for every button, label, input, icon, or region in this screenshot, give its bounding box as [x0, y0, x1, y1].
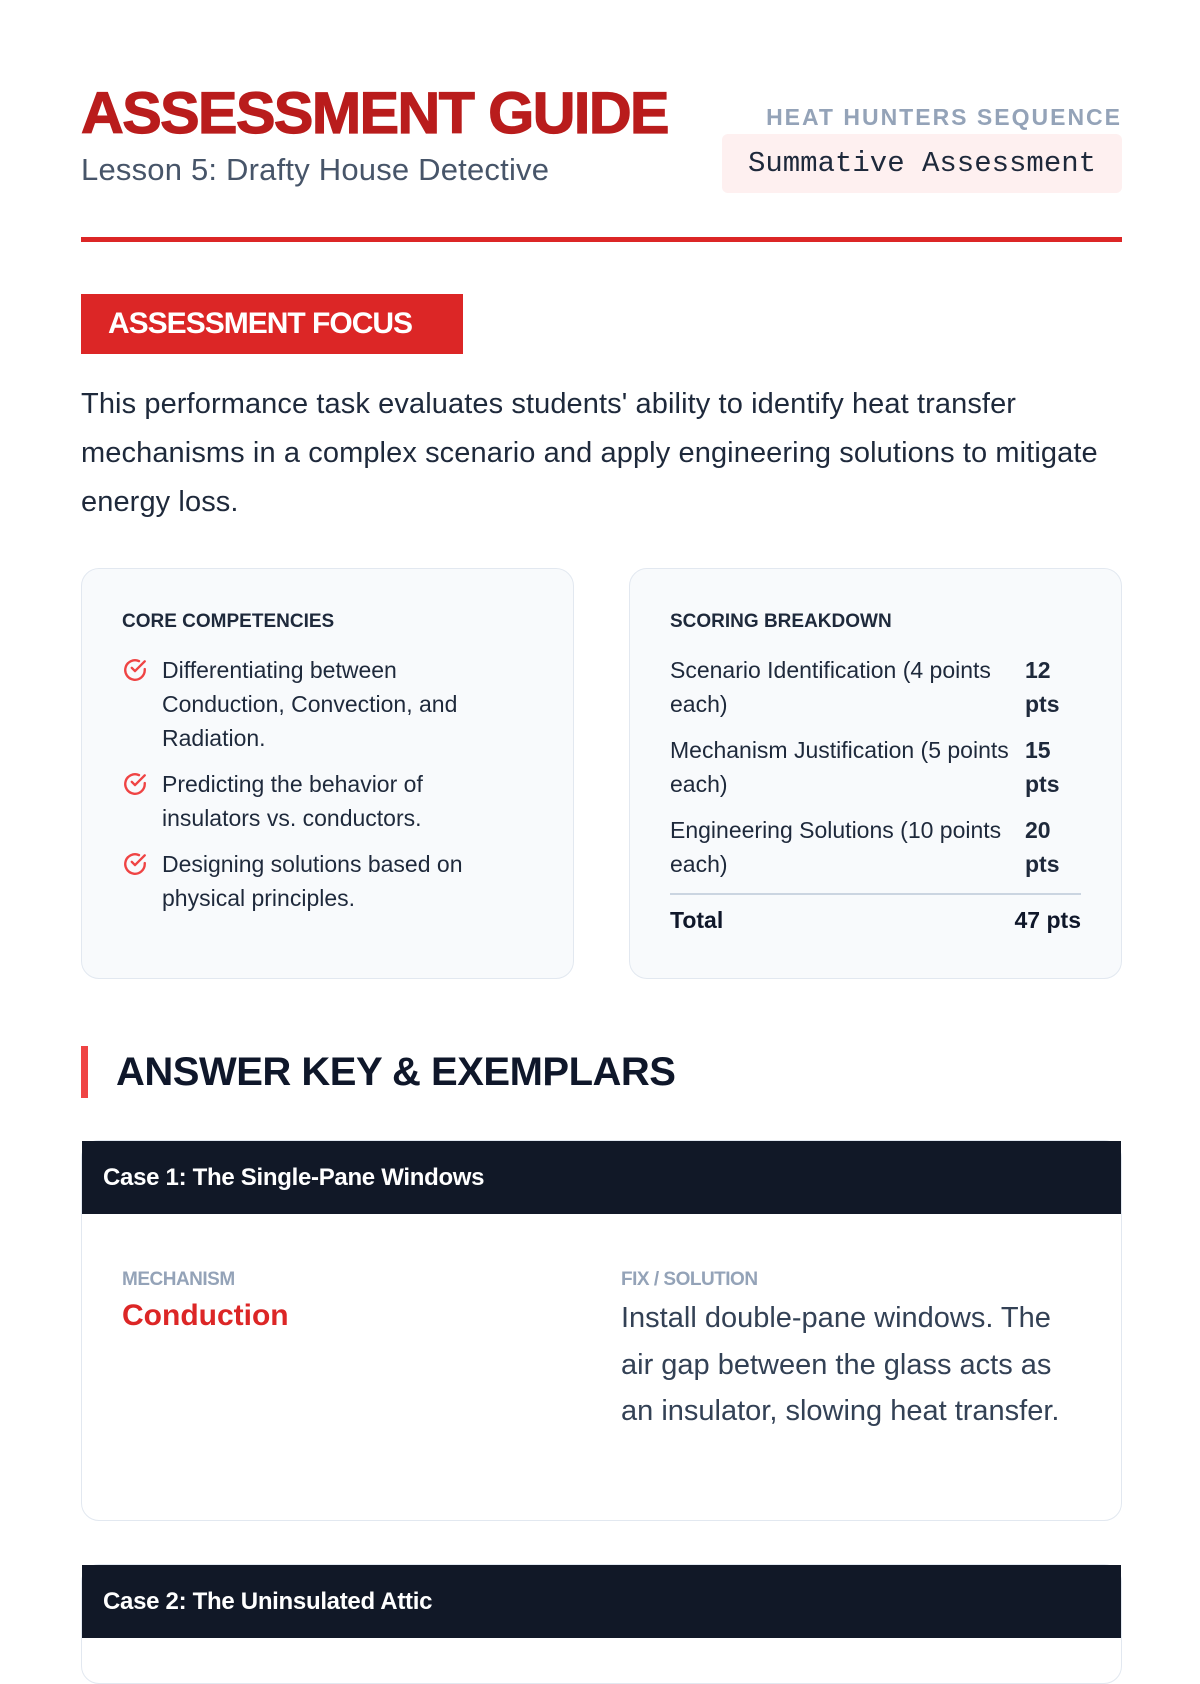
competency-item — [122, 767, 533, 835]
core-competencies-card — [81, 568, 574, 979]
core-competencies-title: CORE COMPETENCIES — [122, 611, 335, 632]
competency-item — [122, 653, 533, 755]
page-header — [81, 0, 1122, 242]
case-title: Case 2: The Uninsulated Attic — [82, 1565, 1121, 1638]
score-value: 15 pts — [1025, 737, 1060, 797]
score-label: Mechanism Justification (5 points each) — [670, 737, 1009, 797]
assessment-type-badge: Summative Assessment — [722, 134, 1122, 193]
page-title: ASSESSMENT GUIDE — [81, 81, 668, 146]
answer-key-heading: ANSWER KEY & EXEMPLARS — [81, 1046, 675, 1098]
case-card — [81, 1140, 1122, 1521]
fix-value: Install double-pane windows. The air gap between the glass acts as an insulator, slowing heat transfer. — [621, 1302, 1060, 1427]
score-value: 20 pts — [1025, 817, 1060, 877]
score-row — [670, 653, 1081, 721]
lesson-subtitle: Lesson 5: Drafty House Detective — [81, 152, 550, 187]
scoring-breakdown-title: SCORING BREAKDOWN — [670, 611, 892, 632]
competency-item — [122, 847, 533, 915]
case-title: Case 1: The Single-Pane Windows — [82, 1141, 1121, 1214]
scoring-breakdown-card — [629, 568, 1122, 979]
mechanism-label: MECHANISM — [122, 1269, 235, 1290]
score-row — [670, 733, 1081, 801]
assessment-guide-page — [81, 0, 1122, 1615]
competency-text: Differentiating between Conduction, Convection, and Radiation. — [162, 657, 458, 751]
case-body — [82, 1214, 1121, 1522]
score-label: Engineering Solutions (10 points each) — [670, 817, 1002, 877]
score-row — [670, 813, 1081, 881]
check-circle-icon — [122, 657, 148, 683]
check-circle-icon — [122, 771, 148, 797]
competency-text: Predicting the behavior of insulators vs. conductors. — [162, 771, 423, 831]
score-total-row — [670, 903, 1081, 937]
total-value: 47 pts — [1014, 907, 1081, 933]
assessment-focus-badge: ASSESSMENT FOCUS — [81, 294, 463, 354]
score-label: Scenario Identification (4 points each) — [670, 657, 991, 717]
score-divider — [670, 893, 1081, 895]
total-label: Total — [670, 907, 724, 933]
score-value: 12 pts — [1025, 657, 1060, 717]
competency-text: Designing solutions based on physical principles. — [162, 851, 463, 911]
series-label: HEAT HUNTERS SEQUENCE — [766, 104, 1122, 130]
case-card — [81, 1564, 1122, 1684]
check-circle-icon — [122, 851, 148, 877]
fix-label: FIX / SOLUTION — [621, 1269, 758, 1290]
mechanism-value: Conduction — [122, 1299, 289, 1332]
assessment-focus-text: This performance task evaluates students' ability to identify heat transfer mechanisms in a complex scenario and apply engineering solutions to mitigate energy loss. — [81, 388, 1098, 518]
